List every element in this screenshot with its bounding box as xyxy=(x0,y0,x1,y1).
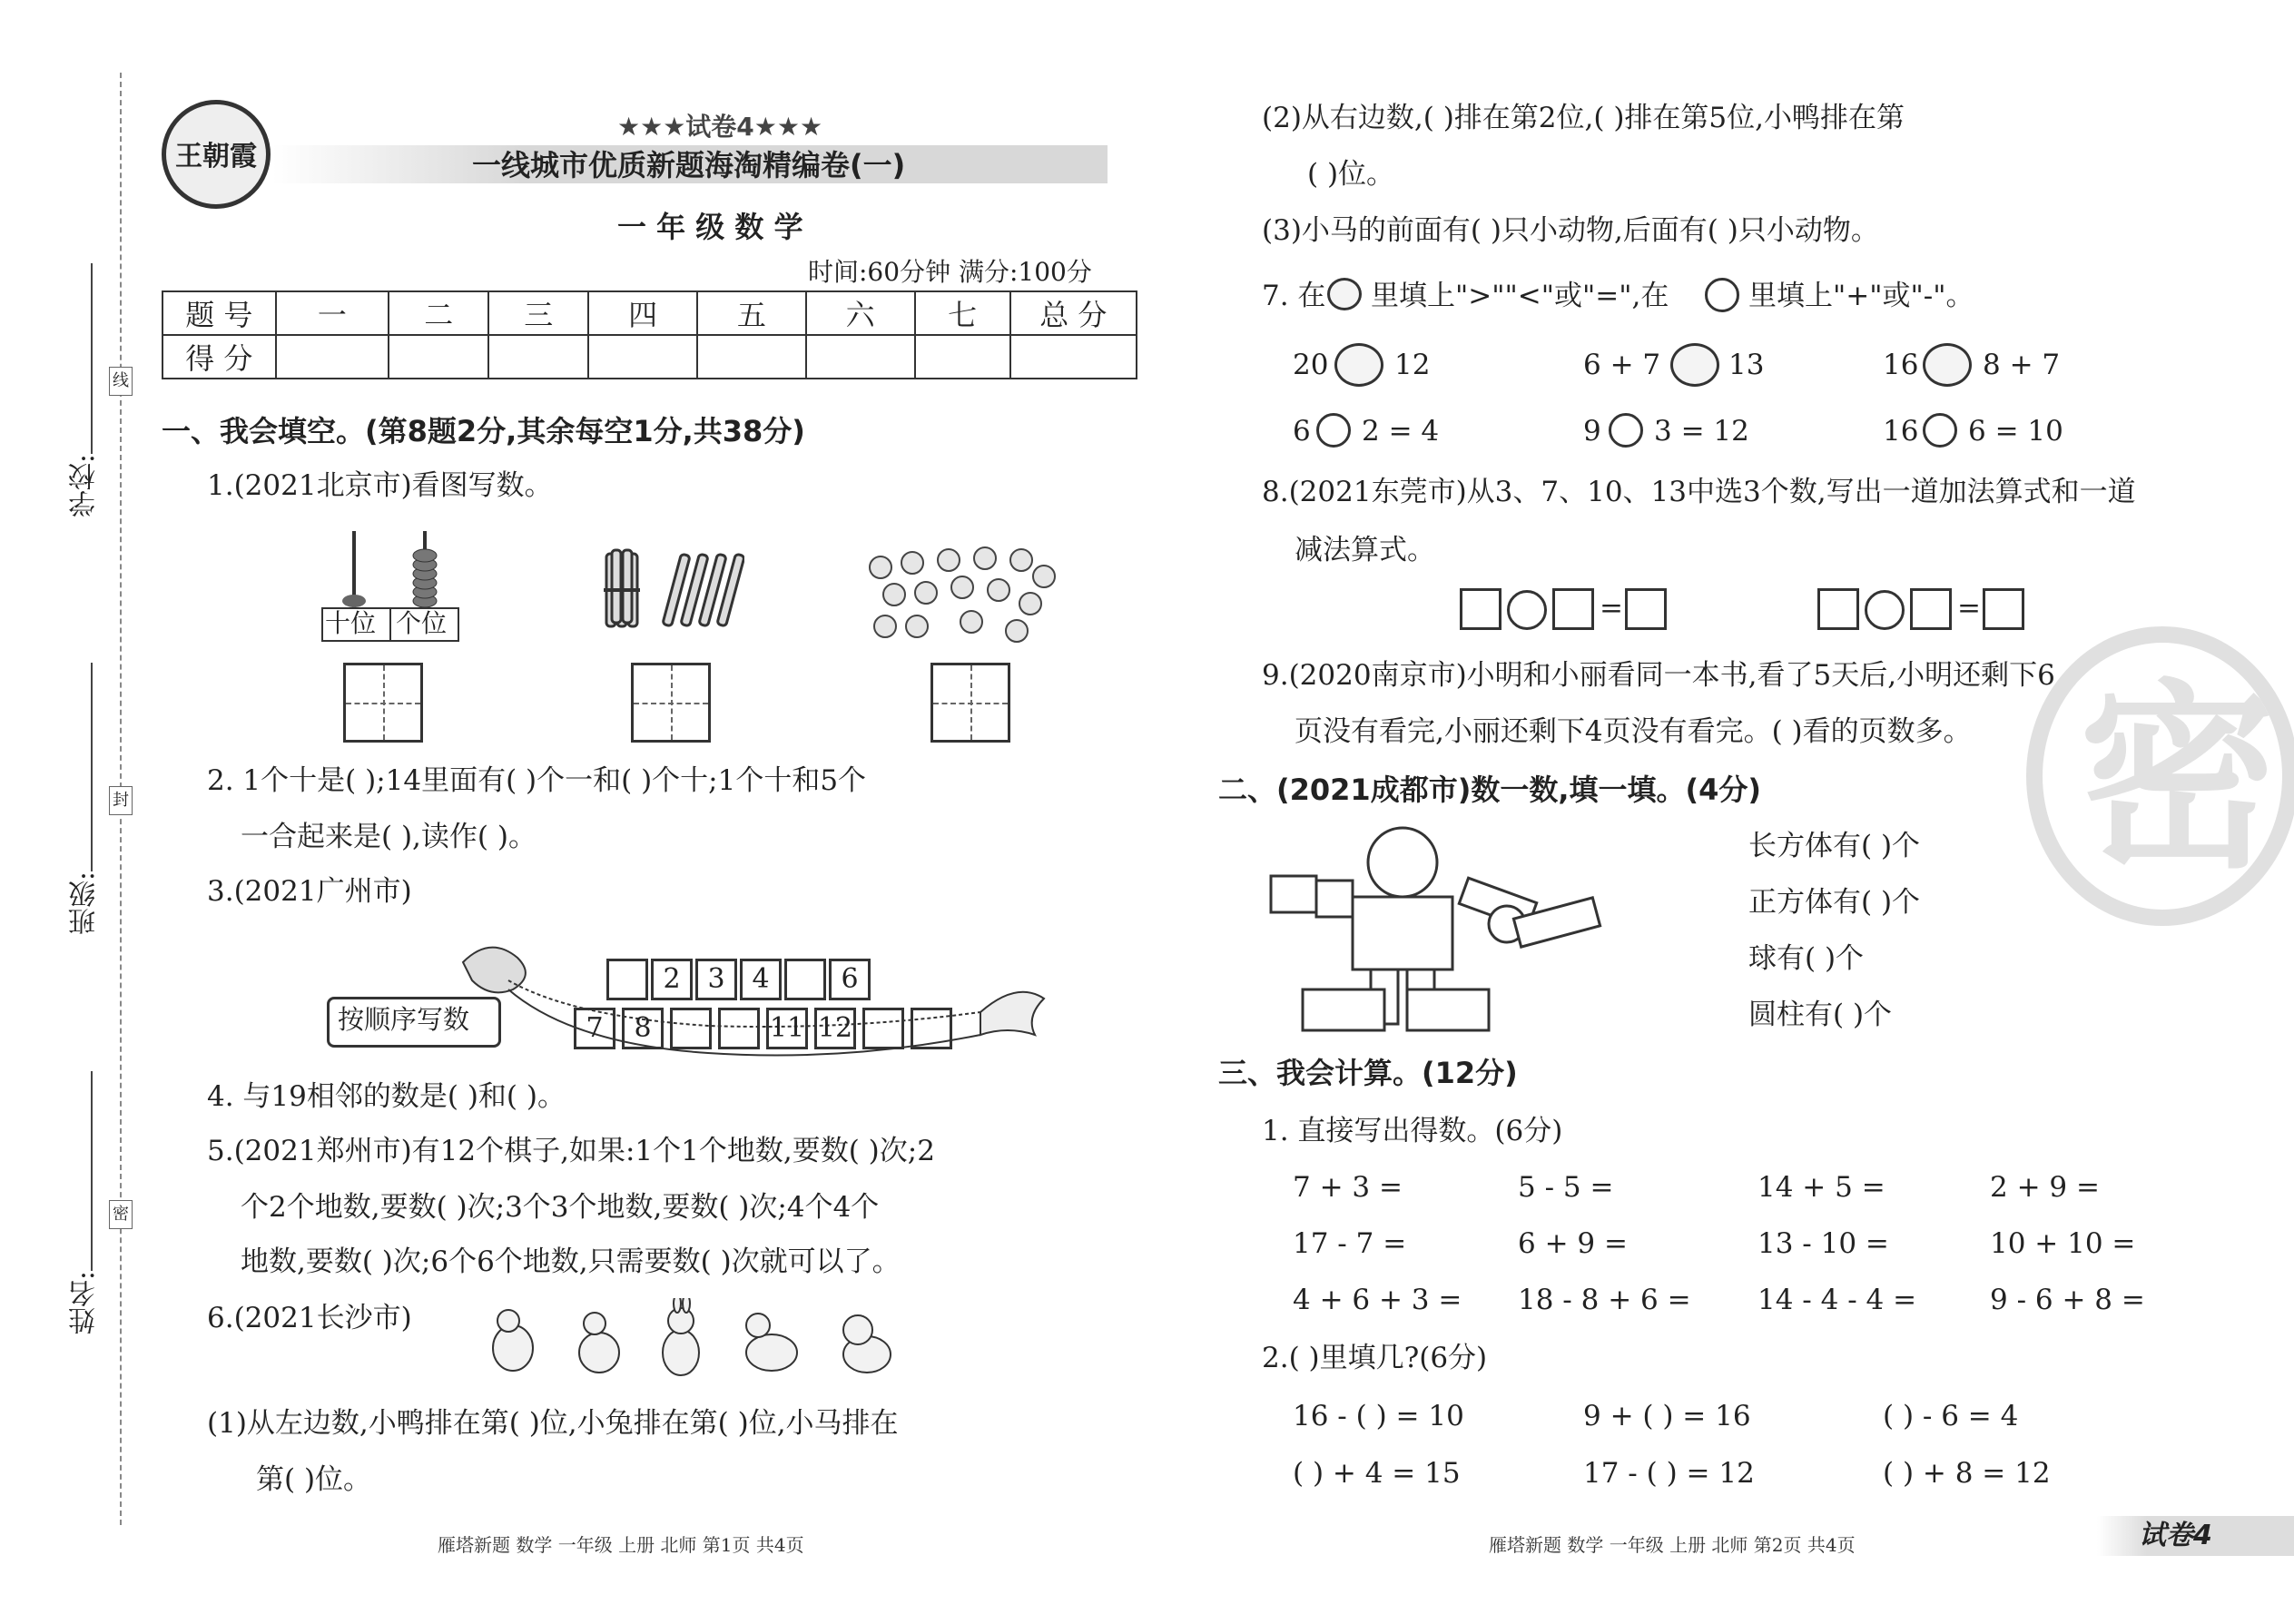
q6-1-line1: (1)从左边数,小鸭排在第( )位,小兔排在第( )位,小马排在 xyxy=(207,1407,899,1440)
equation-box[interactable] xyxy=(1552,588,1594,630)
left-footer: 雁塔新题 数学 一年级 上册 北师 第1页 共4页 xyxy=(438,1534,804,1556)
operator-circle[interactable] xyxy=(1609,413,1643,448)
calc-item: 10 + 10 = xyxy=(1990,1227,2136,1260)
operator-circle[interactable] xyxy=(1923,413,1957,448)
q3-text: 3.(2021广州市) xyxy=(207,875,412,908)
equals-sign: = xyxy=(1600,592,1623,625)
calc1-title: 1. 直接写出得数。(6分) xyxy=(1262,1115,1563,1147)
score-cell: 二 xyxy=(389,291,488,335)
calc-item: 14 + 5 = xyxy=(1757,1171,1885,1204)
fill-item: ( ) + 4 = 15 xyxy=(1293,1457,1461,1490)
q9-line1: 9.(2020南京市)小明和小丽看同一本书,看了5天后,小明还剩下6 xyxy=(1262,659,2055,692)
score-cell: 得 分 xyxy=(162,335,276,379)
calc-item: 17 - 7 = xyxy=(1293,1227,1407,1260)
score-cell: 三 xyxy=(488,291,588,335)
q5-line2: 个2个地数,要数( )次;3个3个地数,要数( )次;4个4个 xyxy=(241,1191,880,1224)
fill-item: 17 - ( ) = 12 xyxy=(1583,1457,1755,1490)
calc-item: 6 + 9 = xyxy=(1518,1227,1628,1260)
score-cell: 五 xyxy=(697,291,806,335)
fill-item: ( ) - 6 = 4 xyxy=(1883,1400,2019,1432)
sequence-box[interactable]: 4 xyxy=(740,959,782,1000)
sequence-box[interactable]: 11 xyxy=(766,1008,808,1049)
operator-circle[interactable] xyxy=(1316,413,1351,448)
calc-item: 14 - 4 - 4 = xyxy=(1757,1284,1917,1316)
apple-compare-box[interactable] xyxy=(1334,343,1383,387)
apples-figure xyxy=(862,540,1062,649)
q2-line1: 2. 1个十是( );14里面有( )个一和( )个十;1个十和5个 xyxy=(207,764,867,797)
sequence-box[interactable]: 12 xyxy=(814,1008,856,1049)
q6-1-line2: 第( )位。 xyxy=(256,1463,372,1496)
score-header-row xyxy=(162,291,1137,335)
sequence-box[interactable] xyxy=(606,959,648,1000)
q6-2-line1: (2)从右边数,( )排在第2位,( )排在第5位,小鸭排在第 xyxy=(1262,102,1905,134)
equation-box[interactable] xyxy=(1983,588,2024,630)
equation-box[interactable] xyxy=(1910,588,1952,630)
q9-line2: 页没有看完,小丽还剩下4页没有看完。( )看的页数多。 xyxy=(1295,715,1972,748)
sequence-box[interactable]: 3 xyxy=(695,959,737,1000)
score-cell: 六 xyxy=(806,291,915,335)
secret-watermark xyxy=(2026,626,2294,926)
answer-grid[interactable] xyxy=(631,663,711,743)
score-input[interactable] xyxy=(697,335,806,379)
sticks-figure xyxy=(599,545,744,635)
q4-text: 4. 与19相邻的数是( )和( )。 xyxy=(207,1080,566,1113)
calc-item: 4 + 6 + 3 = xyxy=(1293,1284,1462,1316)
sequence-box[interactable] xyxy=(862,1008,904,1049)
score-input[interactable] xyxy=(806,335,915,379)
q1-text: 1.(2021北京市)看图写数。 xyxy=(207,469,553,502)
logo-badge xyxy=(162,100,271,209)
sequence-box[interactable] xyxy=(670,1008,712,1049)
right-footer: 雁塔新题 数学 一年级 上册 北师 第2页 共4页 xyxy=(1489,1534,1856,1556)
section-3-title: 三、我会计算。(12分) xyxy=(1218,1056,1518,1090)
sequence-box[interactable]: 8 xyxy=(622,1008,664,1049)
circle-operator-icon xyxy=(1705,278,1739,312)
calc-item: 7 + 3 = xyxy=(1293,1171,1403,1204)
score-cell: 总 分 xyxy=(1010,291,1137,335)
apple-compare-box[interactable] xyxy=(1670,343,1719,387)
q5-line3: 地数,要数( )次;6个6个地数,只需要数( )次就可以了。 xyxy=(241,1245,901,1278)
q8-line1: 8.(2021东莞市)从3、7、10、13中选3个数,写出一道加法算式和一道 xyxy=(1262,476,2136,508)
apple-compare-box[interactable] xyxy=(1923,343,1972,387)
q7-r2-left: 6 xyxy=(1293,415,1311,448)
answer-grid[interactable] xyxy=(930,663,1010,743)
q7-r1-right: 13 xyxy=(1728,349,1765,381)
q7-r1-right: 12 xyxy=(1394,349,1431,381)
calc-item: 5 - 5 = xyxy=(1518,1171,1614,1204)
score-input[interactable] xyxy=(389,335,488,379)
equals-sign: = xyxy=(1957,592,1981,625)
time-info: 时间:60分钟 满分:100分 xyxy=(808,257,1092,287)
line-mark: 线 xyxy=(109,367,133,396)
q6-3-text: (3)小马的前面有( )只小动物,后面有( )只小动物。 xyxy=(1262,214,1879,247)
class-label: 班级: xyxy=(69,871,101,936)
q7-r2-right: 2 = 4 xyxy=(1362,415,1440,448)
paper-title: 一线城市优质新题海淘精编卷(一) xyxy=(472,148,906,182)
count-cuboid: 长方体有( )个 xyxy=(1748,830,1921,862)
q8-line2: 减法算式。 xyxy=(1295,534,1435,566)
logo-text: 王朝霞 xyxy=(175,141,257,172)
q7-r2-right: 6 = 10 xyxy=(1968,415,2063,448)
q7-r2-right: 3 = 12 xyxy=(1654,415,1749,448)
secret-mark: 密 xyxy=(109,1200,133,1229)
answer-grid[interactable] xyxy=(343,663,423,743)
score-input[interactable] xyxy=(488,335,588,379)
fill-item: ( ) + 8 = 12 xyxy=(1883,1457,2051,1490)
count-sphere: 球有( )个 xyxy=(1748,942,1865,975)
sequence-box[interactable] xyxy=(784,959,826,1000)
q7-r2-left: 9 xyxy=(1583,415,1601,448)
q7-text-a: 7. 在 xyxy=(1262,280,1326,312)
school-label: 学校: xyxy=(69,454,101,518)
q7-r2-left: 16 xyxy=(1883,415,1919,448)
seal-mark: 封 xyxy=(109,786,133,815)
sequence-box[interactable]: 7 xyxy=(574,1008,615,1049)
q6-2-line2: ( )位。 xyxy=(1307,158,1395,191)
corner-label: 试卷4 xyxy=(2139,1520,2212,1551)
animals-figure xyxy=(481,1298,908,1389)
q7-r1-left: 16 xyxy=(1883,349,1919,381)
sequence-box[interactable]: 6 xyxy=(829,959,871,1000)
section-1-title: 一、我会填空。(第8题2分,其余每空1分,共38分) xyxy=(162,414,805,448)
calc-item: 18 - 8 + 6 = xyxy=(1518,1284,1691,1316)
score-input[interactable] xyxy=(588,335,697,379)
q7-text-c: 里填上"+"或"-"。 xyxy=(1748,280,1974,312)
score-cell: 一 xyxy=(276,291,389,335)
subject-title: 一 年 级 数 学 xyxy=(617,210,803,244)
apple-compare-icon xyxy=(1327,278,1362,310)
equation-box[interactable] xyxy=(1817,588,1859,630)
equation-box[interactable] xyxy=(1460,588,1501,630)
count-cube: 正方体有( )个 xyxy=(1748,886,1921,919)
calc-item: 2 + 9 = xyxy=(1990,1171,2100,1204)
q7-text-b: 里填上">""<"或"=",在 xyxy=(1371,280,1669,312)
count-cylinder: 圆柱有( )个 xyxy=(1748,999,1893,1031)
solids-robot-figure xyxy=(1253,826,1616,1035)
sequence-box[interactable] xyxy=(718,1008,760,1049)
name-label: 姓名: xyxy=(69,1271,101,1335)
score-input[interactable] xyxy=(1010,335,1137,379)
name-underline xyxy=(91,1071,93,1271)
calc2-title: 2.( )里填几?(6分) xyxy=(1262,1342,1488,1374)
secret-watermark-text: 密 xyxy=(2079,663,2279,895)
fill-item: 9 + ( ) = 16 xyxy=(1583,1400,1751,1432)
equation-operator[interactable] xyxy=(1507,590,1547,630)
dragon-sign-label: 按顺序写数 xyxy=(338,1004,470,1035)
class-underline xyxy=(91,663,93,871)
calc-item: 13 - 10 = xyxy=(1757,1227,1889,1260)
score-cell: 题 号 xyxy=(162,291,276,335)
score-cell: 四 xyxy=(588,291,697,335)
q6-text: 6.(2021长沙市) xyxy=(207,1302,412,1334)
calc-item: 9 - 6 + 8 = xyxy=(1990,1284,2145,1316)
q7-r1-right: 8 + 7 xyxy=(1983,349,2061,381)
equation-operator[interactable] xyxy=(1865,590,1905,630)
fill-item: 16 - ( ) = 10 xyxy=(1293,1400,1464,1432)
q7-r1-left: 6 + 7 xyxy=(1583,349,1661,381)
section-2-title: 二、(2021成都市)数一数,填一填。(4分) xyxy=(1218,773,1761,807)
score-input[interactable] xyxy=(276,335,389,379)
score-table xyxy=(162,290,1137,379)
score-value-row xyxy=(162,335,1137,379)
equation-box[interactable] xyxy=(1625,588,1667,630)
q5-line1: 5.(2021郑州市)有12个棋子,如果:1个1个地数,要数( )次;2 xyxy=(207,1135,935,1167)
series-label: ★★★试卷4★★★ xyxy=(617,112,823,142)
q7-r1-left: 20 xyxy=(1293,349,1329,381)
sequence-box[interactable]: 2 xyxy=(651,959,693,1000)
school-underline xyxy=(91,263,93,454)
q2-line2: 一合起来是( ),读作( )。 xyxy=(241,821,537,853)
abacus-tens-label: 十位 xyxy=(325,608,377,638)
abacus-ones-label: 个位 xyxy=(396,608,448,638)
score-input[interactable] xyxy=(915,335,1010,379)
score-cell: 七 xyxy=(915,291,1010,335)
sequence-box[interactable] xyxy=(911,1008,952,1049)
